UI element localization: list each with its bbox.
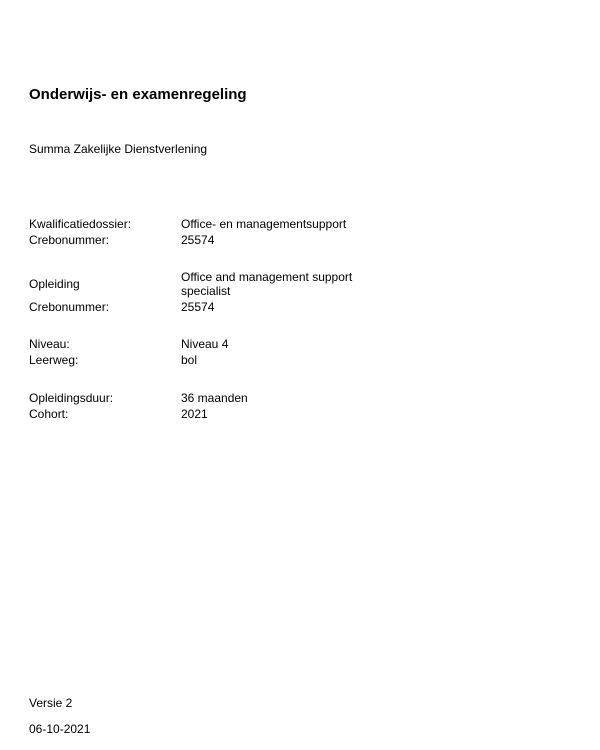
cohort-label: Cohort: bbox=[29, 407, 69, 421]
kwalificatiedossier-label: Kwalificatiedossier: bbox=[29, 217, 132, 231]
cohort-value: 2021 bbox=[181, 407, 208, 421]
kwalificatiedossier-value: Office- en managementsupport bbox=[181, 217, 347, 231]
leerweg-label: Leerweg: bbox=[29, 353, 79, 367]
opleidingsduur-value: 36 maanden bbox=[181, 391, 248, 405]
crebonummer-value-1: 25574 bbox=[181, 233, 215, 247]
crebonummer-label-2: Crebonummer: bbox=[29, 300, 110, 314]
opleiding-label: Opleiding bbox=[29, 277, 80, 291]
version-text: Versie 2 bbox=[29, 696, 73, 710]
niveau-value: Niveau 4 bbox=[181, 337, 229, 351]
date-text: 06-10-2021 bbox=[29, 722, 91, 736]
crebonummer-value-2: 25574 bbox=[181, 300, 215, 314]
opleiding-value: Office and management support specialist bbox=[181, 270, 353, 298]
organization-name: Summa Zakelijke Dienstverlening bbox=[29, 142, 208, 156]
niveau-label: Niveau: bbox=[29, 337, 70, 351]
crebonummer-label-1: Crebonummer: bbox=[29, 233, 110, 247]
opleidingsduur-label: Opleidingsduur: bbox=[29, 391, 114, 405]
document-title: Onderwijs- en examenregeling bbox=[29, 86, 247, 103]
leerweg-value: bol bbox=[181, 353, 198, 367]
